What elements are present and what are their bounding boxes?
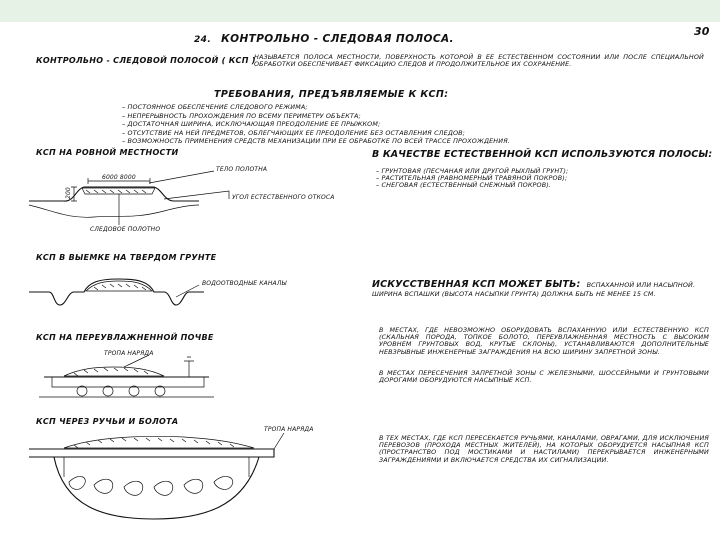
section-swamp-heading: КСП ЧЕРЕЗ РУЧЬИ И БОЛОТА — [36, 417, 179, 426]
natural-list — [376, 168, 696, 190]
section-wet-heading: КСП НА ПЕРЕУВЛАЖНЕННОЙ ПОЧВЕ — [36, 333, 214, 342]
requirements-heading: ТРЕБОВАНИЯ, ПРЕДЪЯВЛЯЕМЫЕ К КСП: — [214, 89, 449, 100]
page-title — [194, 34, 454, 46]
note-text: В МЕСТАХ ПЕРЕСЕЧЕНИЯ ЗАПРЕТНОЙ ЗОНЫ С ЖЕЛЕЗНЫМИ, ШОССЕЙНЫМИ И ГРУНТОВЫМИ ДОРОГАМИ ОБОРУДУЮТСЯ НАСЫПНЫЕ КСП. — [379, 369, 709, 385]
note-text: В МЕСТАХ, ГДЕ НЕВОЗМОЖНО ОБОРУДОВАТЬ ВСПАХАННУЮ ИЛИ ЕСТЕСТВЕННУЮ КСП (СКАЛЬНАЯ ПОРОДА, ТОПКОЕ БОЛОТО, ПЕРЕУВЛАЖНЕННАЯ МЕСТНОСТЬ С ВЫСОКИМ УРОВНЕМ ГРУНТОВЫХ ВОД, КРУТЫЕ СКЛОНЫ), УСТАНАВЛИВАЮТСЯ ДОПОЛНИТЕЛЬНЫЕ НЕВЗРЫВНЫЕ ИНЖЕНЕРНЫЕ ЗАГРАЖДЕНИЯ НА ВСЮ ШИРИНУ ЗАПРЕТНОЙ ЗОНЫ. — [379, 326, 709, 356]
definition-text: НАЗЫВАЕТСЯ ПОЛОСА МЕСТНОСТИ, ПОВЕРХНОСТЬ КОТОРОЙ В ЕЕ ЕСТЕСТВЕННОМ СОСТОЯНИИ ИЛИ ПОСЛЕ СПЕЦИАЛЬНОЙ ОБРАБОТКИ ОБЕСПЕЧИВАЕТ ФИКСАЦИЮ СЛЕДОВ И ПРОДОЛЖИТЕЛЬНОЕ ИХ СОХРАНЕНИЕ. — [254, 53, 704, 69]
label-slope: Угол естественного откоса — [232, 194, 335, 201]
artificial-heading: ИСКУССТВЕННАЯ КСП МОЖЕТ БЫТЬ: — [372, 279, 581, 290]
diagram-swamp-terrain — [24, 427, 364, 527]
natural-heading: В КАЧЕСТВЕ ЕСТЕСТВЕННОЙ КСП ИСПОЛЬЗУЮТСЯ ПОЛОСЫ: — [372, 149, 713, 160]
title-number: 24. — [194, 35, 212, 45]
page-number: 30 — [694, 25, 710, 38]
viewer-top-bar — [0, 0, 720, 22]
section-flat-heading: КСП НА РОВНОЙ МЕСТНОСТИ — [36, 148, 179, 157]
label-ditch: Водоотводные каналы — [202, 280, 287, 287]
label-track: Следовое полотно — [90, 226, 161, 233]
requirement-item: – ПОСТОЯННОЕ ОБЕСПЕЧЕНИЕ СЛЕДОВОГО РЕЖИМА; — [122, 104, 542, 111]
requirement-item: – ДОСТАТОЧНАЯ ШИРИНА, ИСКЛЮЧАЮЩАЯ ПРЕОДОЛЕНИЕ ЕЕ ПРЫЖКОМ; — [122, 121, 542, 128]
section-cut-heading: КСП В ВЫЕМКЕ НА ТВЕРДОМ ГРУНТЕ — [36, 253, 217, 262]
diagram-flat-terrain — [24, 159, 364, 239]
requirements-list — [122, 104, 542, 147]
artificial-text-1: ВСПАХАННОЙ ИЛИ НАСЫПНОЙ. — [586, 281, 696, 289]
label-path-wet: Тропа наряда — [104, 350, 154, 357]
title-text: КОНТРОЛЬНО - СЛЕДОВАЯ ПОЛОСА. — [221, 33, 454, 45]
natural-item: – ГРУНТОВАЯ (ПЕСЧАНАЯ ИЛИ ДРУГОЙ РЫХЛЫЙ ГРУНТ); — [376, 168, 696, 175]
diagram-wet-terrain — [24, 347, 364, 407]
requirement-item: – ВОЗМОЖНОСТЬ ПРИМЕНЕНИЯ СРЕДСТВ МЕХАНИЗАЦИИ ПРИ ЕЕ ОБРАБОТКЕ ПО ВСЕЙ ТРАССЕ ПРОХОЖДЕНИЯ. — [122, 138, 542, 145]
definition-term: КОНТРОЛЬНО - СЛЕДОВОЙ ПОЛОСОЙ ( КСП ) — [36, 56, 256, 65]
label-height: 200 — [65, 187, 72, 199]
artificial-text-2: ШИРИНА ВСПАШКИ (ВЫСОТА НАСЫПКИ ГРУНТА) ДОЛЖНА БЫТЬ НЕ МЕНЕЕ 15 СМ. — [372, 289, 656, 298]
label-body: Тело полотна — [216, 166, 268, 173]
document-page — [14, 22, 714, 534]
natural-item: – РАСТИТЕЛЬНАЯ (РАВНОМЕРНЫЙ ТРАВЯНОЙ ПОКРОВ); — [376, 175, 696, 182]
artificial-block — [372, 280, 707, 298]
note-text: В ТЕХ МЕСТАХ, ГДЕ КСП ПЕРЕСЕКАЕТСЯ РУЧЬЯМИ, КАНАЛАМИ, ОВРАГАМИ, ДЛЯ ИСКЛЮЧЕНИЯ ПЕРЕВОЗОВ (ПРОХОДА МЕСТНЫХ ЖИТЕЛЕЙ), НА КОТОРЫХ ОБОРУДУЕТСЯ НАСЫПНАЯ КСП (ПРОСТРАНСТВО ПОД МОСТИКАМИ И НАСТИЛАМИ) ПЕРЕКРЫВАЕТСЯ ИНЖЕНЕРНЫМИ ЗАГРАЖДЕНИЯМИ И ВКЛЮЧАЕТСЯ СРЕДСТВА ИХ СИГНАЛИЗАЦИИ. — [379, 434, 709, 464]
diagram-cut-terrain — [24, 267, 364, 322]
requirement-item: – ОТСУТСТВИЕ НА НЕЙ ПРЕДМЕТОВ, ОБЛЕГЧАЮЩИХ ЕЕ ПРЕОДОЛЕНИЕ БЕЗ ОСТАВЛЕНИЯ СЛЕДОВ; — [122, 130, 542, 137]
natural-item: – СНЕГОВАЯ (ЕСТЕСТВЕННЫЙ СНЕЖНЫЙ ПОКРОВ). — [376, 182, 696, 189]
label-path-swamp: Тропа наряда — [264, 426, 314, 433]
requirement-item: – НЕПРЕРЫВНОСТЬ ПРОХОЖДЕНИЯ ПО ВСЕМУ ПЕРИМЕТРУ ОБЪЕКТА; — [122, 113, 542, 120]
label-width: 6000 8000 — [102, 174, 136, 181]
